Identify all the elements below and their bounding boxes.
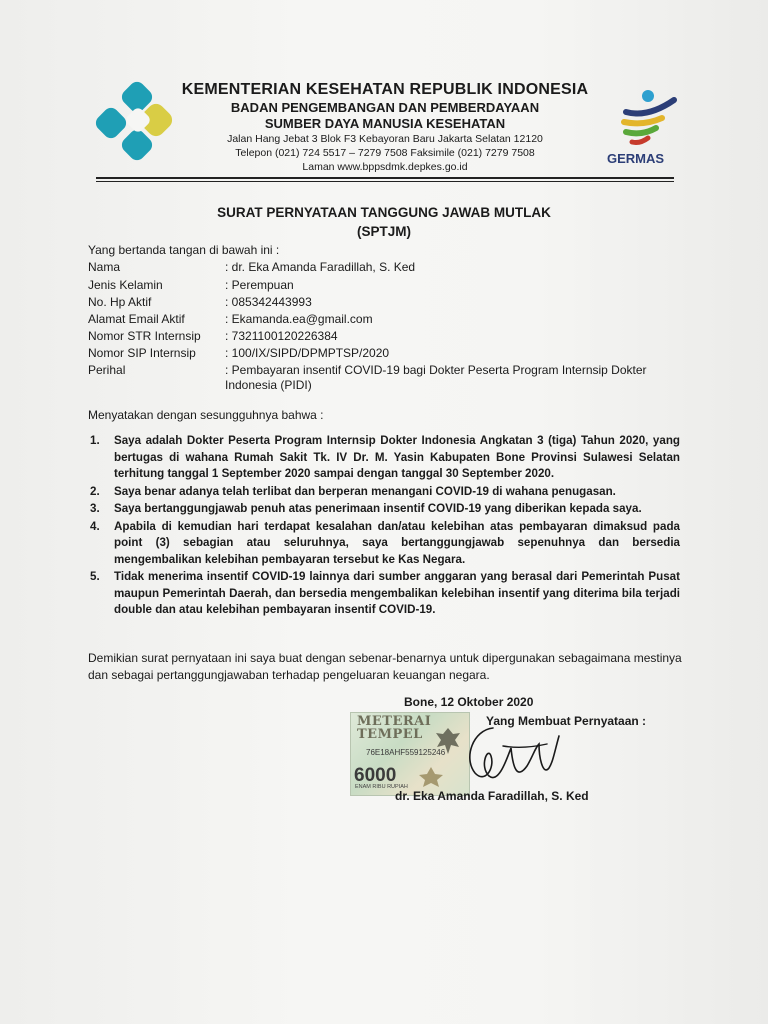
list-item-number: 4. <box>90 519 100 533</box>
stamp-title-line1: METERAI <box>357 714 432 729</box>
identity-value: : 100/IX/SIPD/DPMPTSP/2020 <box>225 346 390 360</box>
statement-text: Menyatakan dengan sesungguhnya bahwa : <box>88 408 324 422</box>
agency-phone: Telepon (021) 724 5517 – 7279 7508 Faksimile (021) 7279 7508 <box>235 147 535 159</box>
list-item-number: 5. <box>90 570 100 583</box>
place-date: Bone, 12 Oktober 2020 <box>404 695 534 709</box>
kemenkes-logo-icon <box>92 80 174 162</box>
stamp-serial: 76E18AHF559125246 <box>366 748 446 757</box>
list-item-text: Saya adalah Dokter Peserta Program Internsip Dokter Indonesia Angkatan 3 (tiga) Tahun 2020, yang bertugas di wahana Rumah Sakit Tk. IV Dr. M. Yasin Kabupaten Bone Provinsi Sulawesi Selatan terhitung tanggal 1 September 2020 sampai dengan tanggal 30 September 2020. <box>114 434 680 480</box>
list-item <box>88 519 680 569</box>
identity-row <box>88 312 688 327</box>
agency-name-line1: BADAN PENGEMBANGAN DAN PEMBERDAYAAN <box>230 100 540 115</box>
letterhead-divider <box>96 177 674 179</box>
germas-label: GERMAS <box>607 151 665 166</box>
list-item-text: Saya benar adanya telah terlibat dan berperan menangani COVID-19 di wahana penugasan. <box>114 484 616 498</box>
document-title: SURAT PERNYATAAN TANGGUNG JAWAB MUTLAK <box>217 205 551 220</box>
signer-name: dr. Eka Amanda Faradillah, S. Ked <box>395 789 589 803</box>
list-item-number: 3. <box>90 502 100 515</box>
identity-value: : Pembayaran insentif COVID-19 bagi Dokter Peserta Program Internsip Dokter Indonesia (PIDI) <box>225 363 647 392</box>
ministry-name: KEMENTERIAN KESEHATAN REPUBLIK INDONESIA <box>181 81 589 98</box>
stamp-value: 6000 <box>354 765 397 786</box>
intro-text: Yang bertanda tangan di bawah ini : <box>88 243 280 257</box>
agency-website: Laman www.bppsdmk.depkes.go.id <box>302 161 468 173</box>
signer-label: Yang Membuat Pernyataan : <box>486 714 647 728</box>
list-item-text: Saya bertanggungjawab penuh atas penerimaan insentif COVID-19 yang diberikan kepada saya. <box>114 502 642 515</box>
closing-text: Demikian surat pernyataan ini saya buat dengan sebenar-benarnya untuk dipergunakan sebagaimana mestinya dan sebagai pertanggungjawaban terhadap pengeluaran keuangan negara. <box>88 651 682 682</box>
stamp-value-words: ENAM RIBU RUPIAH <box>355 784 408 790</box>
identity-row <box>88 295 688 310</box>
list-item <box>88 484 680 501</box>
list-item <box>88 433 680 483</box>
meterai-stamp <box>350 712 470 796</box>
list-item-text: Tidak menerima insentif COVID-19 lainnya dari sumber anggaran yang berasal dari Pemerintah Pusat maupun Pemerintah Daerah, dan bersedia mengembalikan kelebihan insentif yang diterima bila terjadi double dan atau kelebihan pembayaran insentif COVID-19. <box>114 570 680 616</box>
agency-address: Jalan Hang Jebat 3 Blok F3 Kebayoran Baru Jakarta Selatan 12120 <box>227 133 543 145</box>
list-item-number: 2. <box>90 484 100 498</box>
stamp-title <box>357 715 431 741</box>
identity-label: Nomor STR Internsip <box>88 329 201 343</box>
list-item <box>88 569 680 619</box>
identity-row <box>88 363 688 393</box>
identity-label: Nomor SIP Internsip <box>88 346 196 360</box>
document-subtitle: (SPTJM) <box>357 224 411 239</box>
identity-label: No. Hp Aktif <box>88 295 152 309</box>
list-item <box>88 501 680 518</box>
identity-value: : Ekamanda.ea@gmail.com <box>225 312 373 326</box>
identity-value: : dr. Eka Amanda Faradillah, S. Ked <box>225 260 416 274</box>
list-item-text: Apabila di kemudian hari terdapat kesalahan dan/atau kelebihan atas pembayaran dimaksud pada point (3) sebagian atau seluruhnya, saya bertanggungjawab sepenuhnya dan bersedia mengembalikan kelebihan pembayaran tersebut ke Kas Negara. <box>114 519 680 566</box>
letterhead-text <box>170 80 600 174</box>
stamp-title-line2: TEMPEL <box>357 727 423 742</box>
stamp-ornament-icon <box>417 765 445 789</box>
identity-row <box>88 260 688 275</box>
identity-value: : 085342443993 <box>225 295 312 309</box>
identity-row <box>88 329 688 344</box>
agency-name-line2: SUMBER DAYA MANUSIA KESEHATAN <box>264 116 506 131</box>
statement-list <box>88 433 680 620</box>
identity-label: Jenis Kelamin <box>88 278 163 292</box>
identity-value: : 7321100120226384 <box>225 329 338 343</box>
identity-row <box>88 278 688 293</box>
identity-label: Perihal <box>88 363 126 377</box>
identity-row <box>88 346 688 361</box>
identity-label: Nama <box>88 260 121 274</box>
letterhead-divider-thin <box>96 181 674 182</box>
list-item-number: 1. <box>90 434 100 447</box>
identity-value: : Perempuan <box>225 278 294 292</box>
handwritten-signature-icon <box>455 718 565 793</box>
identity-label: Alamat Email Aktif <box>88 312 185 326</box>
